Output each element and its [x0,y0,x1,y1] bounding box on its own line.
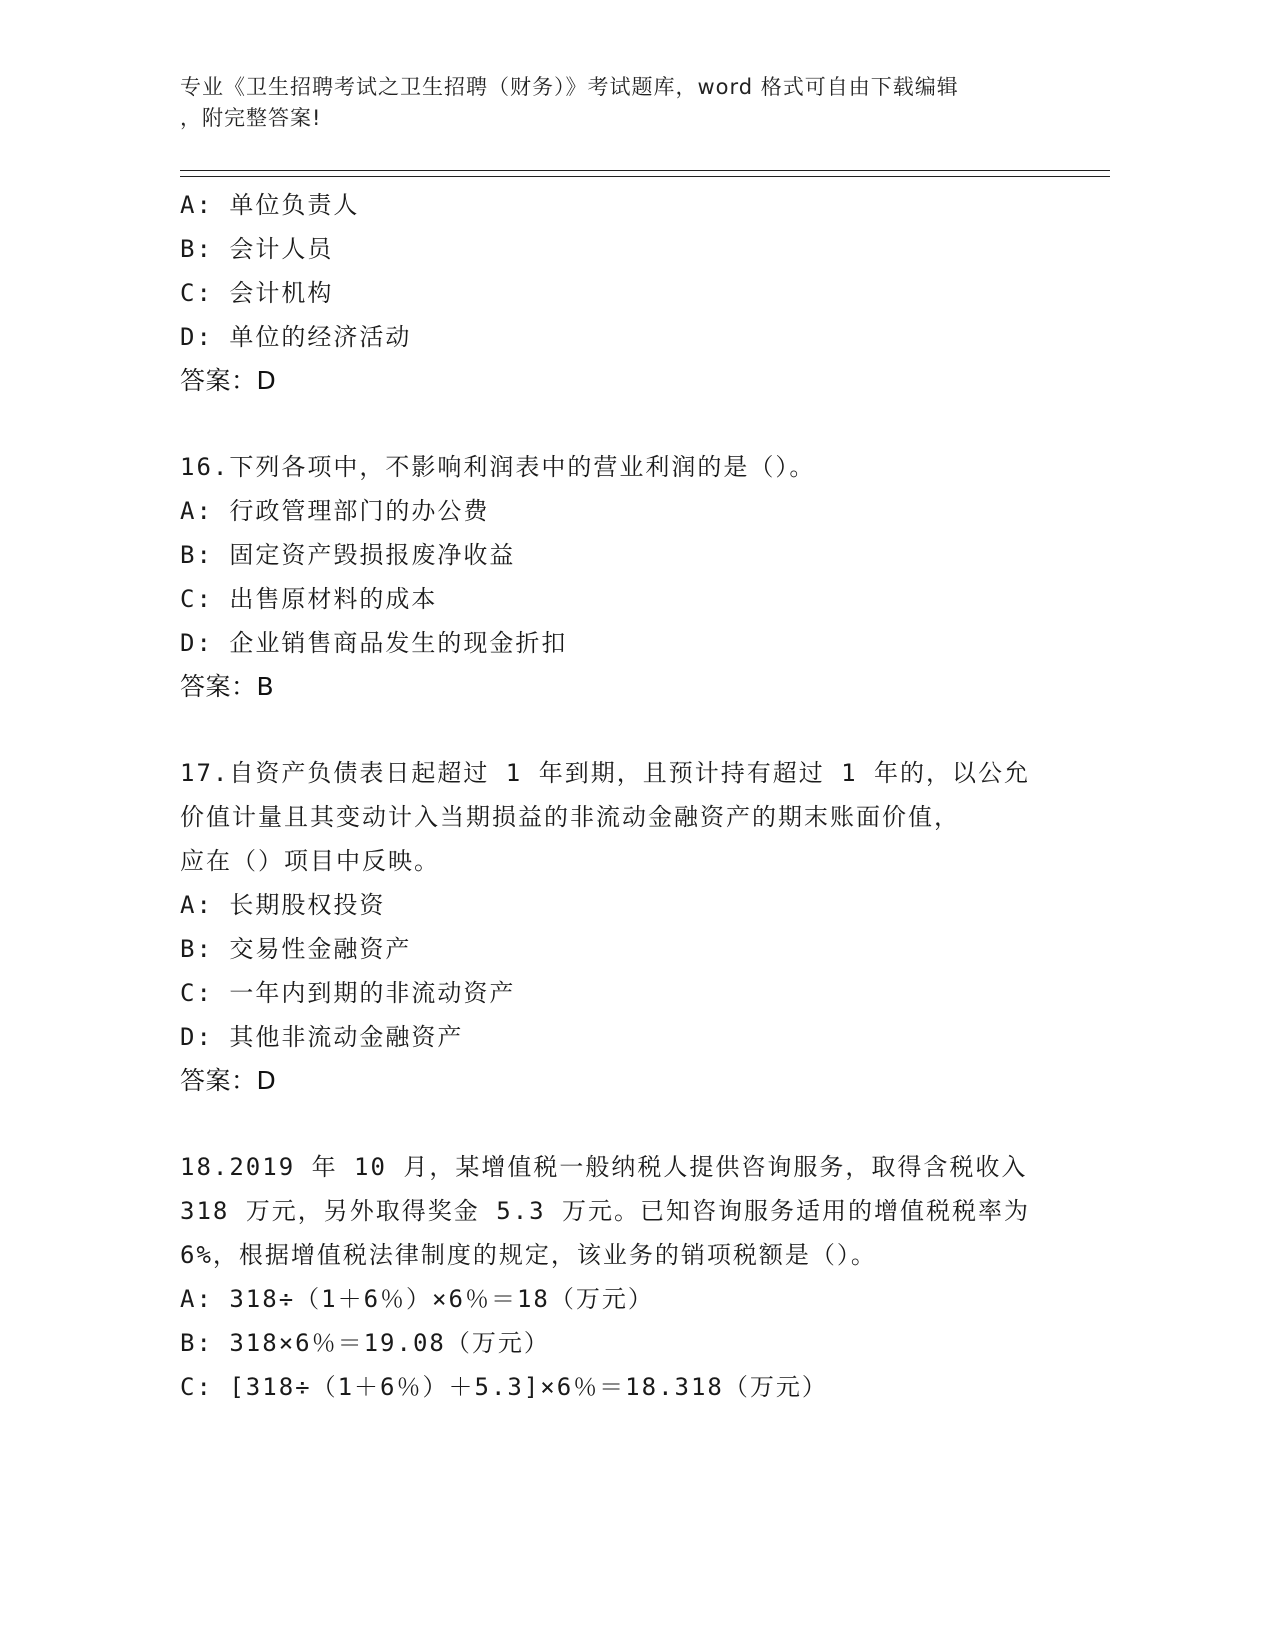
option-d: D: 其他非流动金融资产 [180,1023,464,1051]
option-c: C: 会计机构 [180,279,334,307]
option-c: C: 一年内到期的非流动资产 [180,979,516,1007]
option-a: A: 行政管理部门的办公费 [180,497,490,525]
option-d: D: 单位的经济活动 [180,323,412,351]
option-b: B: 交易性金融资产 [180,935,412,963]
question-spacer [180,1103,1110,1145]
question-text-line: 18.2019 年 10 月，某增值税一般纳税人提供咨询服务，取得含税收入 [180,1153,1028,1181]
option-c: C: 出售原材料的成本 [180,585,438,613]
question-15 [180,183,1110,403]
option-c: C: [318÷（1＋6％）＋5.3]×6％＝18.318（万元） [180,1373,828,1401]
option-b: B: 318×6％＝19.08（万元） [180,1329,550,1357]
header-title-line: 专业《卫生招聘考试之卫生招聘（财务）》考试题库，word 格式可自由下载编辑 [180,75,959,99]
question-text-line: 价值计量且其变动计入当期损益的非流动金融资产的期末账面价值， [180,803,960,831]
question-text-line: 318 万元，另外取得奖金 5.3 万元。已知咨询服务适用的增值税税率为 [180,1197,1031,1225]
question-text-line: 6%，根据增值税法律制度的规定，该业务的销项税额是（）。 [180,1241,877,1269]
question-spacer [180,709,1110,751]
option-d: D: 企业销售商品发生的现金折扣 [180,629,568,657]
question-text-line: 应在（）项目中反映。 [180,847,440,875]
option-b: B: 会计人员 [180,235,334,263]
option-a: A: 长期股权投资 [180,891,386,919]
header-title-continuation: ，附完整答案! [180,106,322,130]
header-divider [180,170,1110,177]
question-list [180,183,1110,1409]
document-header [180,72,1040,134]
answer-label: 答案：D [180,1066,277,1095]
question-text: 16.下列各项中，不影响利润表中的营业利润的是（）。 [180,453,816,481]
question-text-line: 17.自资产负债表日起超过 1 年到期，且预计持有超过 1 年的，以公允 [180,759,1031,787]
option-a: A: 单位负责人 [180,191,360,219]
question-spacer [180,403,1110,445]
question-17 [180,751,1110,1103]
question-18 [180,1145,1110,1409]
question-16 [180,445,1110,709]
option-a: A: 318÷（1＋6％）×6％＝18（万元） [180,1285,654,1313]
answer-label: 答案：B [180,672,275,701]
option-b: B: 固定资产毁损报废净收益 [180,541,516,569]
answer-label: 答案：D [180,366,277,395]
